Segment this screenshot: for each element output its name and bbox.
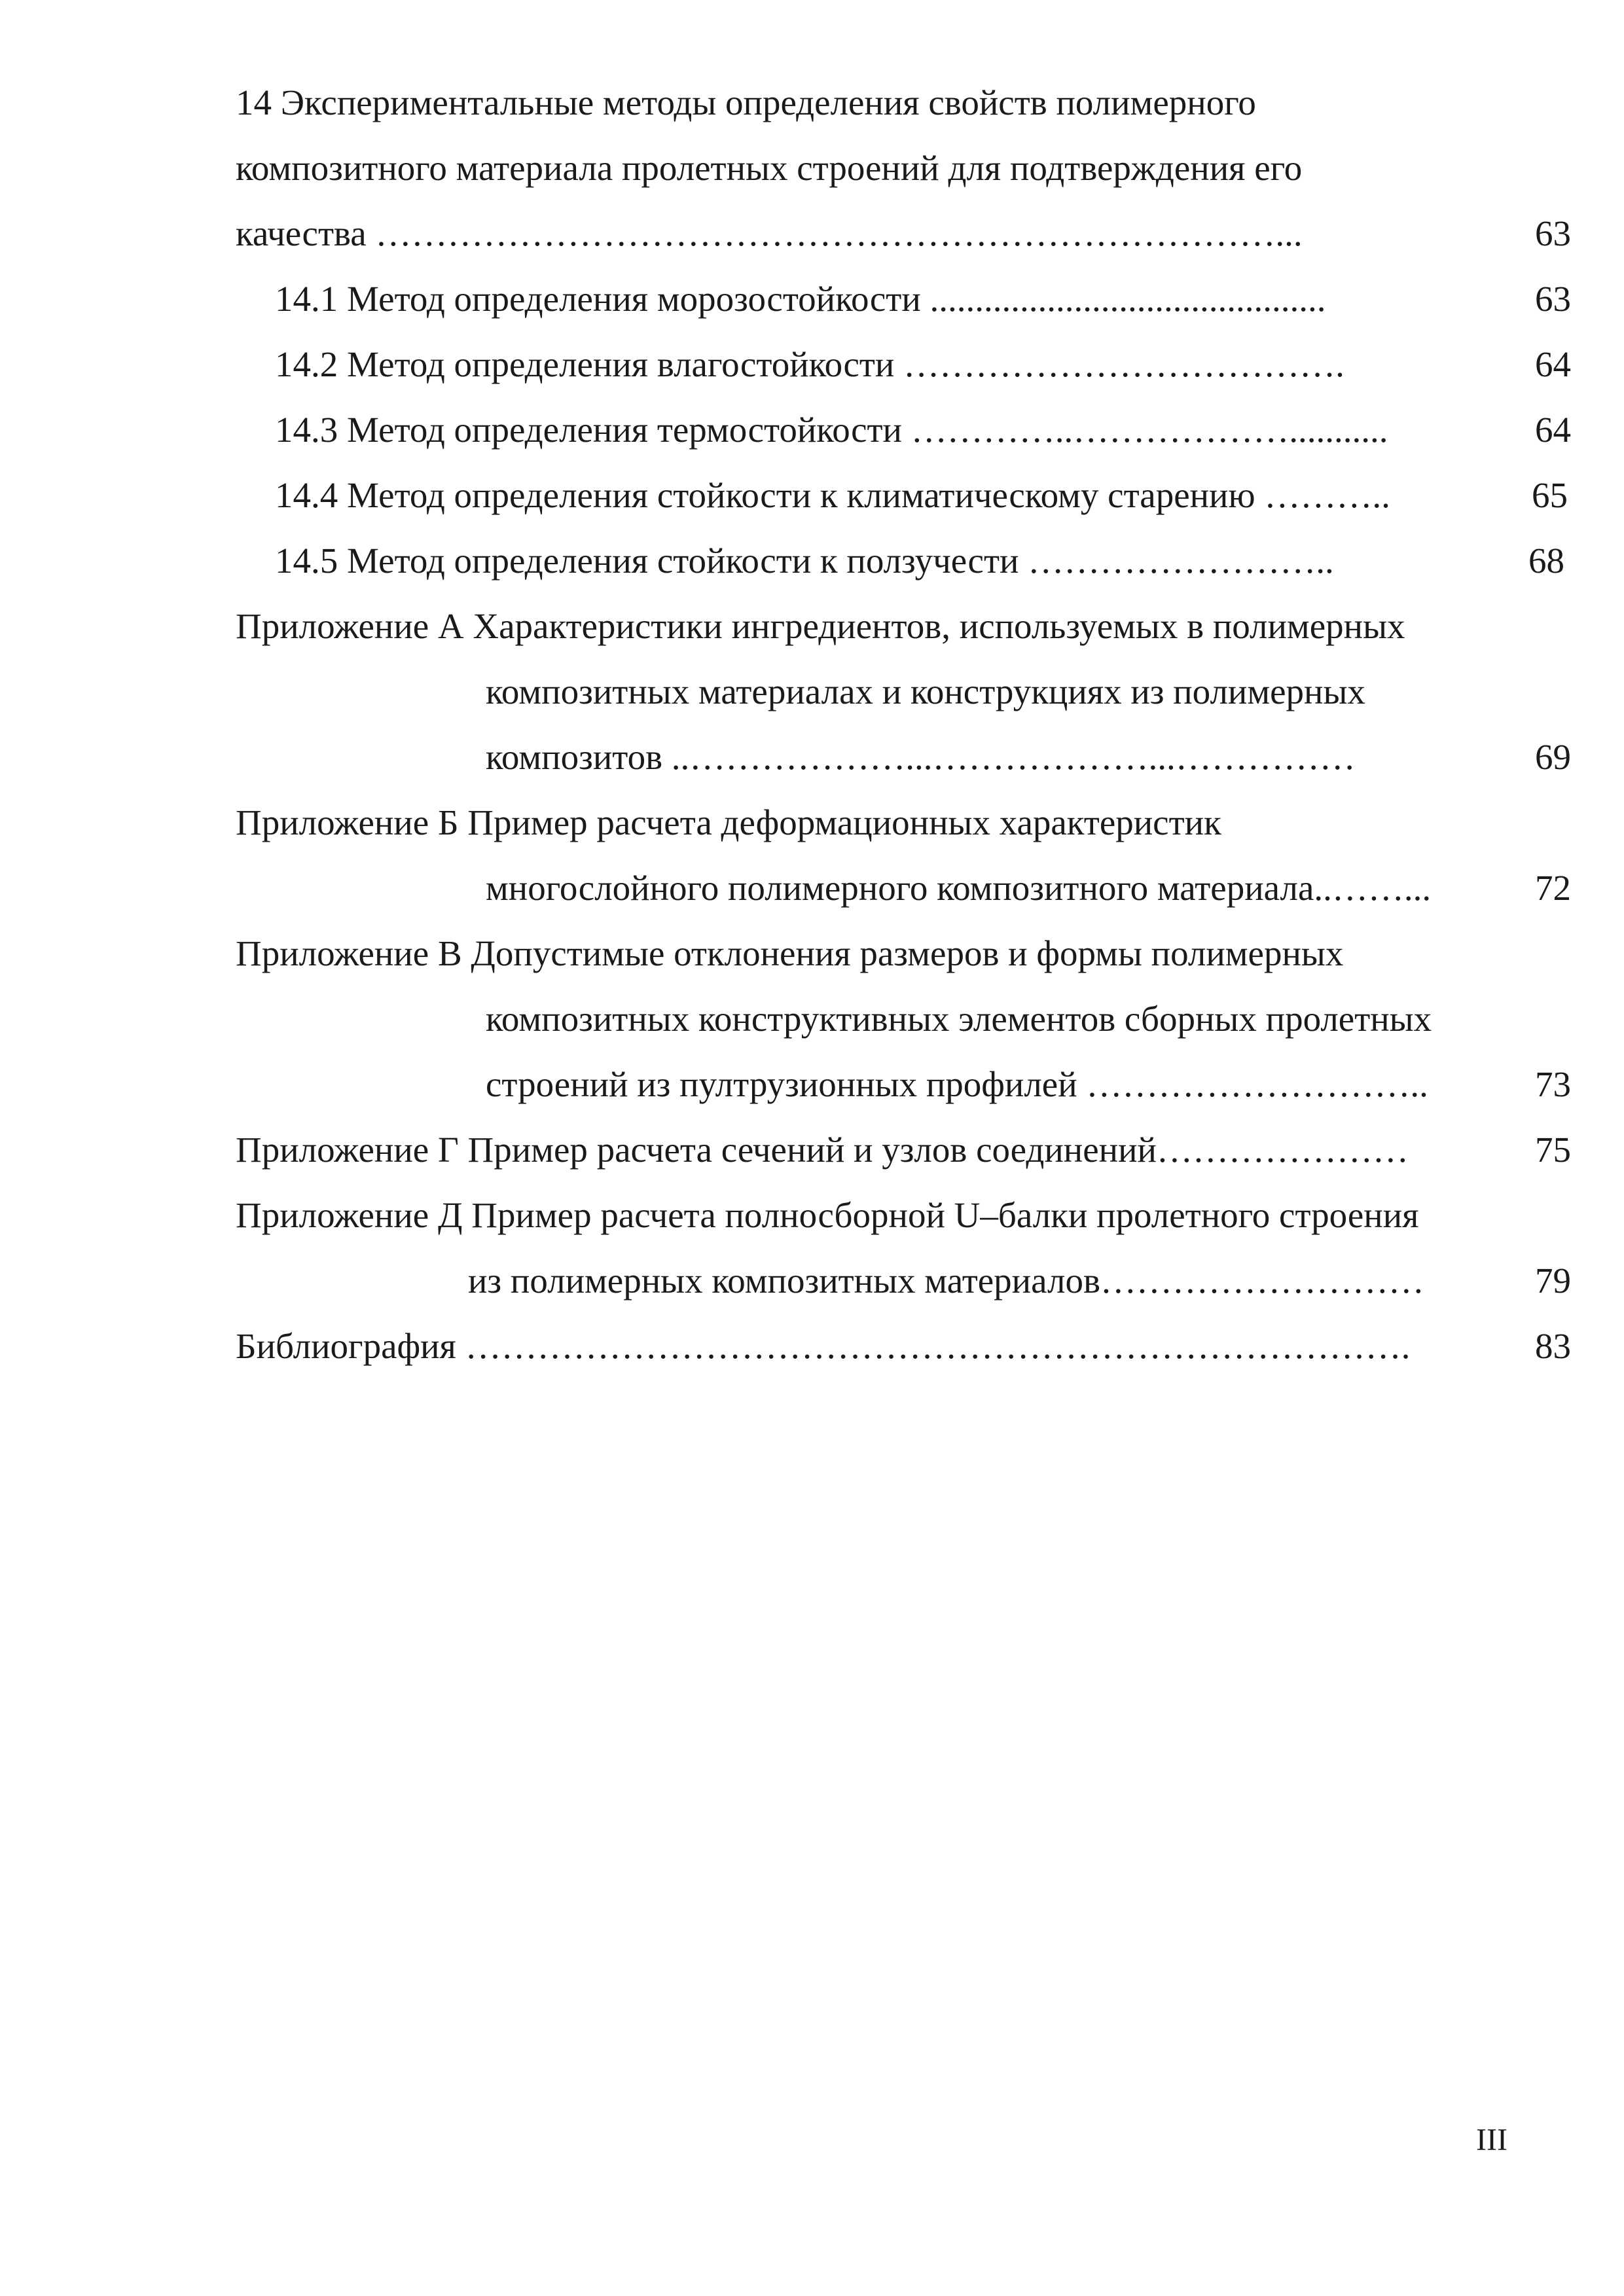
toc-entry-14-line-2: композитного материала пролетных строений для подтверждения его	[236, 148, 1303, 188]
toc-entry-14-5-page: 68	[1528, 541, 1564, 581]
toc-entry-14-page: 63	[1535, 213, 1571, 253]
toc-entry-14-1-page: 63	[1535, 279, 1571, 319]
toc-entry-14-2: 14.2 Метод определения влагостойкости ……………………………….	[275, 344, 1344, 384]
toc-appendix-b-line-1: Приложение Б Пример расчета деформационных характеристик	[236, 802, 1221, 842]
toc-entry-14-2-page: 64	[1535, 344, 1571, 384]
toc-appendix-a-line-3: композитов ..………………...………………...……………	[486, 737, 1356, 777]
toc-appendix-g-page: 75	[1535, 1130, 1571, 1170]
toc-entry-14-line-1: 14 Экспериментальные методы определения свойств полимерного	[236, 82, 1256, 122]
toc-appendix-a-line-2: композитных материалах и конструкциях из полимерных	[486, 672, 1365, 711]
toc-appendix-d-line-2: из полимерных композитных материалов………………………	[468, 1261, 1424, 1300]
toc-bibliography-page: 83	[1535, 1326, 1571, 1366]
toc-appendix-v-line-2: композитных конструктивных элементов сборных пролетных	[486, 999, 1432, 1039]
page-number: III	[1476, 2123, 1507, 2157]
toc-entry-14-line-3: качества …………………………………………………………………...	[236, 213, 1303, 253]
toc-appendix-a-line-1: Приложение А Характеристики ингредиентов, используемых в полимерных	[236, 606, 1405, 646]
toc-entry-14-4-page: 65	[1532, 475, 1568, 515]
toc-entry-14-3-page: 64	[1535, 410, 1571, 450]
toc-appendix-v-page: 73	[1535, 1064, 1571, 1104]
toc-appendix-v-line-1: Приложение В Допустимые отклонения размеров и формы полимерных	[236, 933, 1344, 973]
toc-appendix-v-line-3: строений из пултрузионных профилей ………………………..	[486, 1064, 1428, 1104]
toc-appendix-d-page: 79	[1535, 1261, 1571, 1300]
toc-entry-14-4: 14.4 Метод определения стойкости к климатическому старению ………..	[275, 475, 1390, 515]
toc-appendix-g: Приложение Г Пример расчета сечений и узлов соединений…………………	[236, 1130, 1409, 1170]
toc-appendix-d-line-1: Приложение Д Пример расчета полносборной U–балки пролетного строения	[236, 1195, 1419, 1235]
toc-entry-14-5: 14.5 Метод определения стойкости к ползучести ……………………..	[275, 541, 1334, 581]
toc-entry-14-3: 14.3 Метод определения термостойкости …………..………………...........	[275, 410, 1388, 450]
toc-entry-14-1: 14.1 Метод определения морозостойкости ............................................	[275, 279, 1326, 319]
toc-appendix-a-page: 69	[1535, 737, 1571, 777]
toc-appendix-b-page: 72	[1535, 868, 1571, 908]
toc-bibliography: Библиография …………………………………………………………………….	[236, 1326, 1411, 1366]
toc-appendix-b-line-2: многослойного полимерного композитного материала..……...	[486, 868, 1432, 908]
